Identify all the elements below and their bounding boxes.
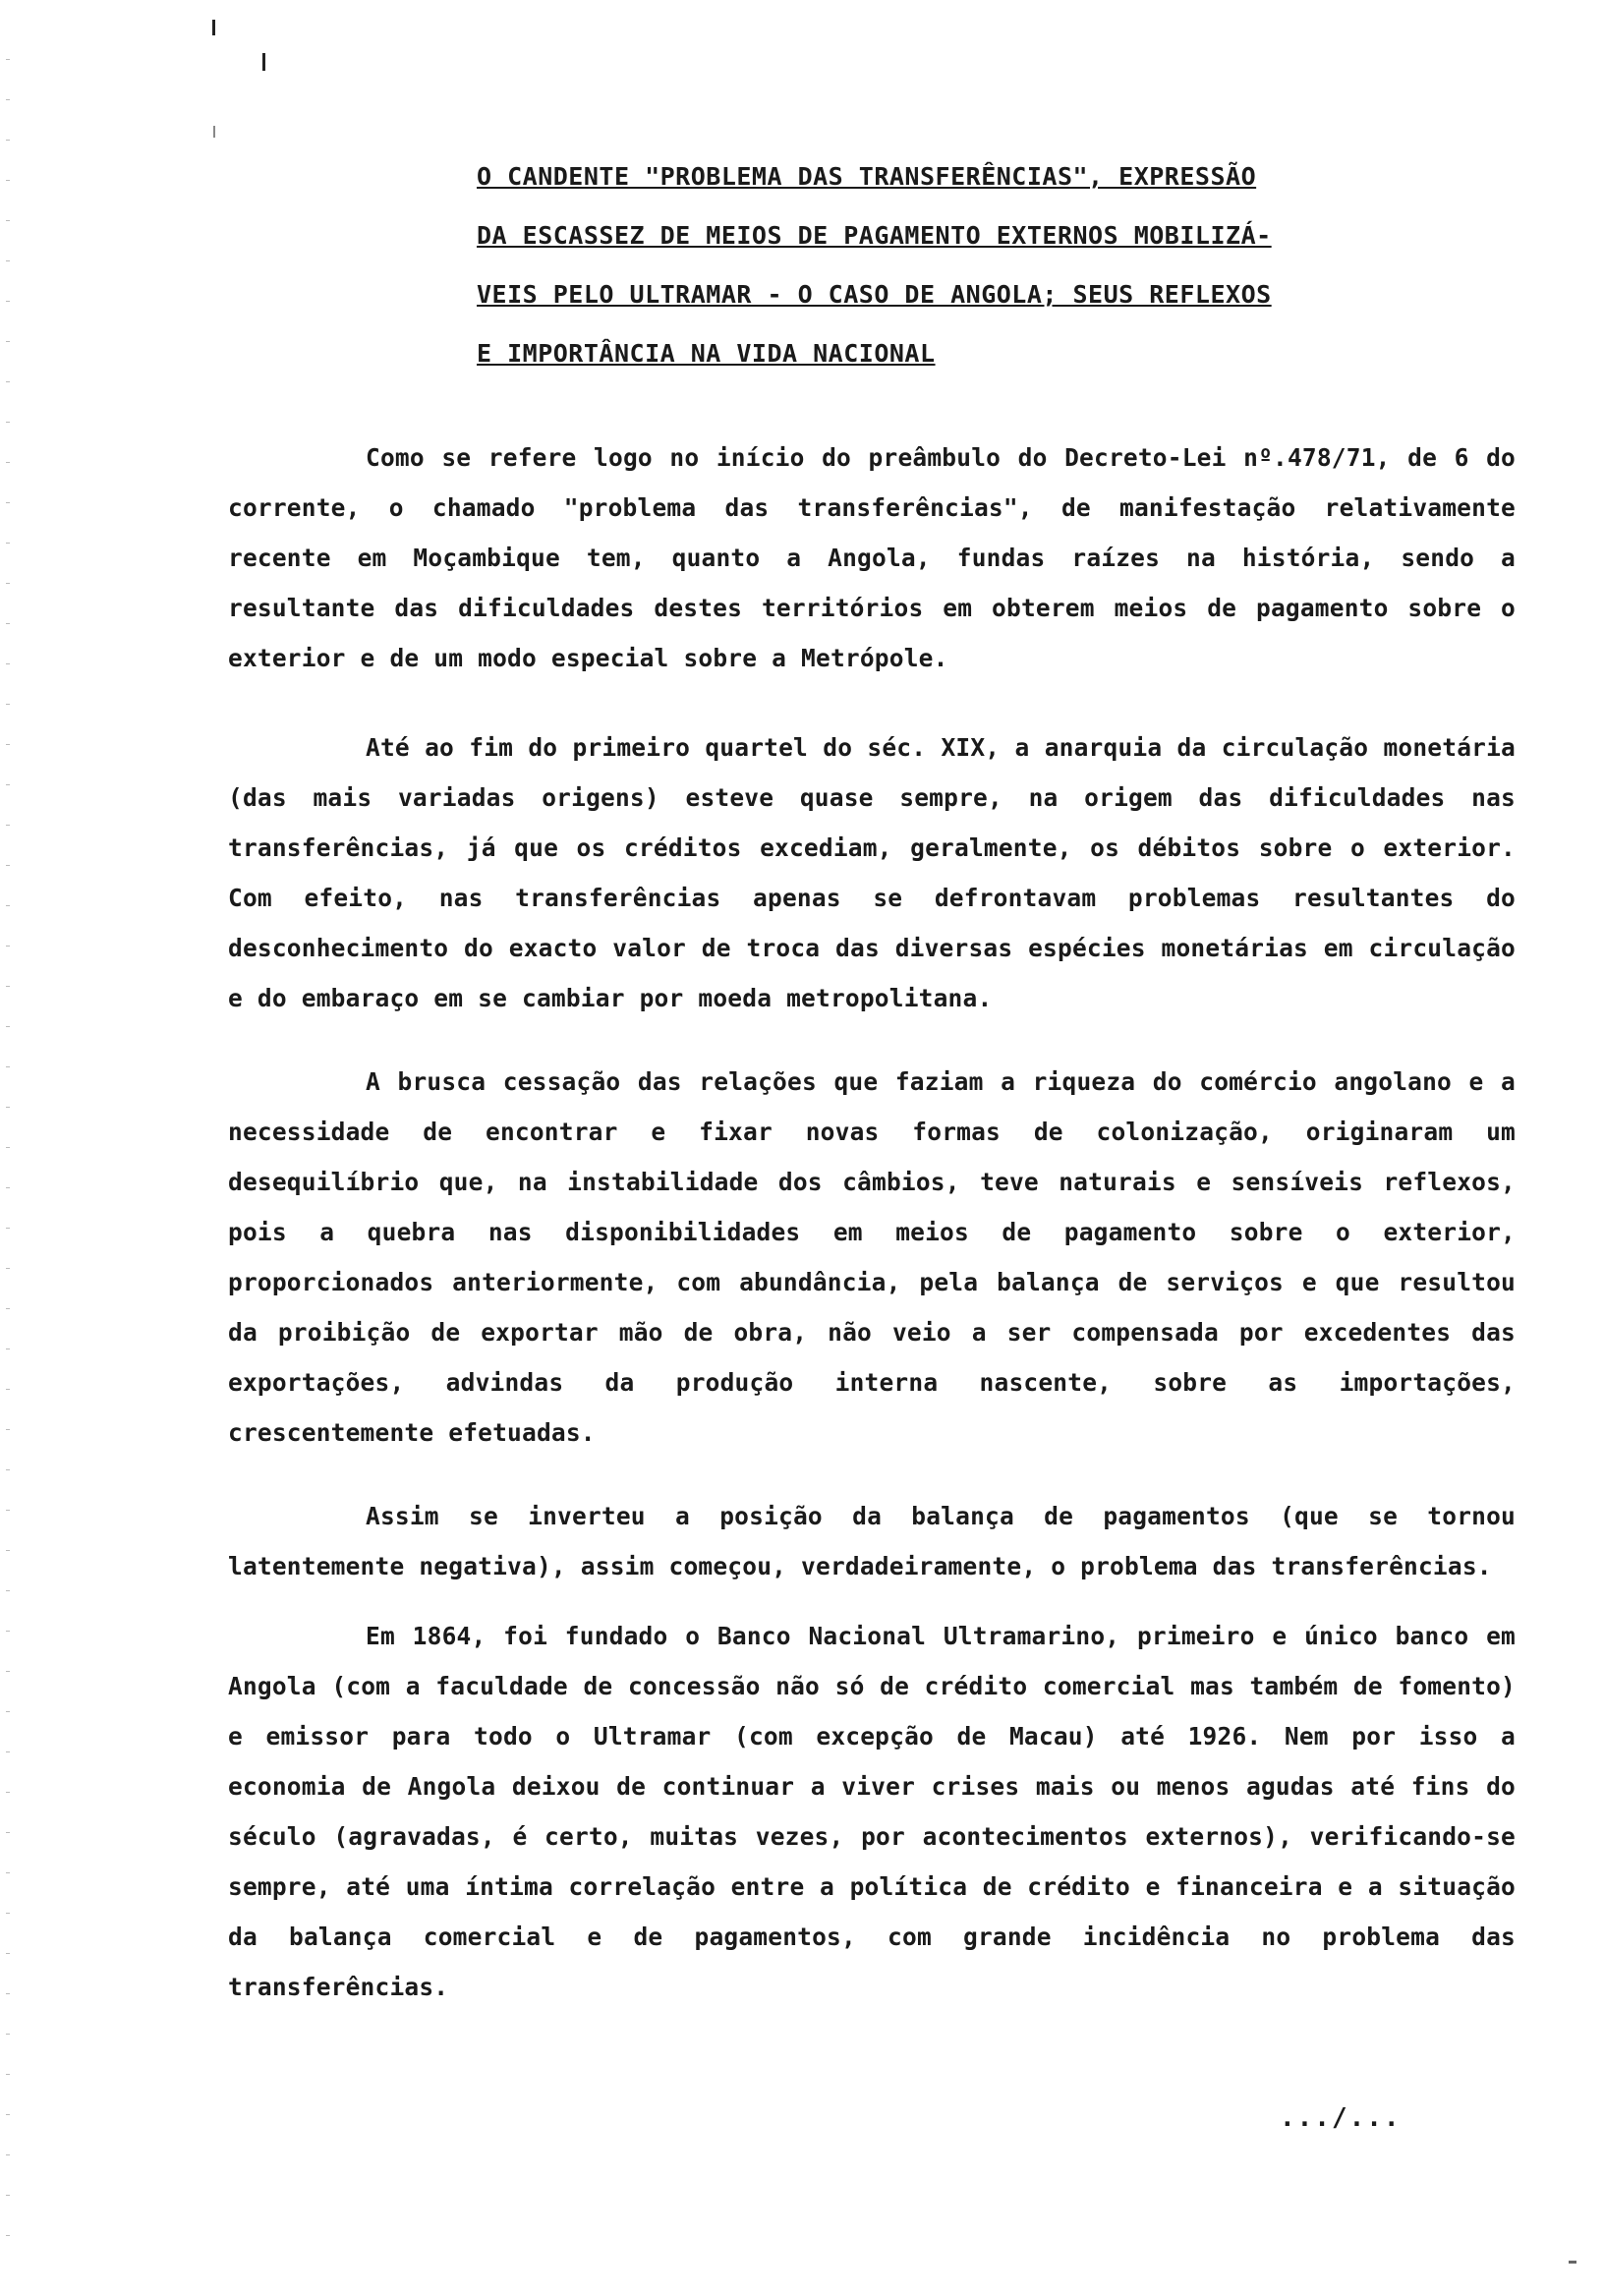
paragraph: Como se refere logo no início do preâmbulo do Decreto-Lei nº.478/71, de 6 do corrente, o chamado "problema das transferências", de manifestação relativamente recente em Moçambique tem, quanto a Angola, fundas raízes na história, sendo a resultante das dificuldades destes territórios em obterem meios de pagamento sobre o exterior e de um modo especial sobre a Metrópole. — [228, 443, 1516, 672]
title-line: DA ESCASSEZ DE MEIOS DE PAGAMENTO EXTERNOS MOBILIZÁ- — [477, 221, 1272, 250]
scan-mark — [213, 126, 215, 138]
paragraph: A brusca cessação das relações que faziam a riqueza do comércio angolano e a necessidade de encontrar e fixar novas formas de colonização, originaram um desequilíbrio que, na instabilidade dos câmbios, teve naturais e sensíveis reflexos, pois a quebra nas disponibilidades em meios de pagamento sobre o exterior, proporcionados anteriormente, com abundância, pela balança de serviços e que resultou da proibição de exportar mão de obra, não veio a ser compensada por excedentes das exportações, advindas da produção interna nascente, sobre as importações, crescentemente efetuadas. — [228, 1067, 1516, 1447]
title-line: E IMPORTÂNCIA NA VIDA NACIONAL — [477, 339, 936, 368]
paragraph: Até ao fim do primeiro quartel do séc. XIX, a anarquia da circulação monetária (das mais variadas origens) esteve quase sempre, na origem das dificuldades nas transferências, já que os créditos excediam, geralmente, os débitos sobre o exterior. Com efeito, nas transferências apenas se defrontavam problemas resultantes do desconhecimento do exacto valor de troca das diversas espécies monetárias em circulação e do embaraço em se cambiar por moeda metropolitana. — [228, 733, 1516, 1012]
document-title — [477, 147, 1342, 383]
paragraph: Em 1864, foi fundado o Banco Nacional Ultramarino, primeiro e único banco em Angola (com a faculdade de concessão não só de crédito comercial mas também de fomento) e emissor para todo o Ultramar (com excepção de Macau) até 1926. Nem por isso a economia de Angola deixou de continuar a viver crises mais ou menos agudas até fins do século (agravadas, é certo, muitas vezes, por acontecimentos externos), verificando-se sempre, até uma íntima correlação entre a política de crédito e financeira e a situação da balança comercial e de pagamentos, com grande incidência no problema das transferências. — [228, 1622, 1516, 2001]
scan-mark — [212, 20, 215, 35]
title-line: VEIS PELO ULTRAMAR - O CASO DE ANGOLA; SEUS REFLEXOS — [477, 280, 1272, 309]
title-line: O CANDENTE "PROBLEMA DAS TRANSFERÊNCIAS", EXPRESSÃO — [477, 162, 1257, 191]
continuation-marker: .../... — [1280, 2103, 1402, 2133]
scan-edge-artifact — [6, 20, 10, 2270]
paragraph: Assim se inverteu a posição da balança de pagamentos (que se tornou latentemente negativa), assim começou, verdadeiramente, o problema das transferências. — [228, 1502, 1516, 1580]
document-body — [228, 432, 1516, 2051]
scan-mark — [1569, 2261, 1576, 2264]
scan-mark — [262, 53, 265, 71]
